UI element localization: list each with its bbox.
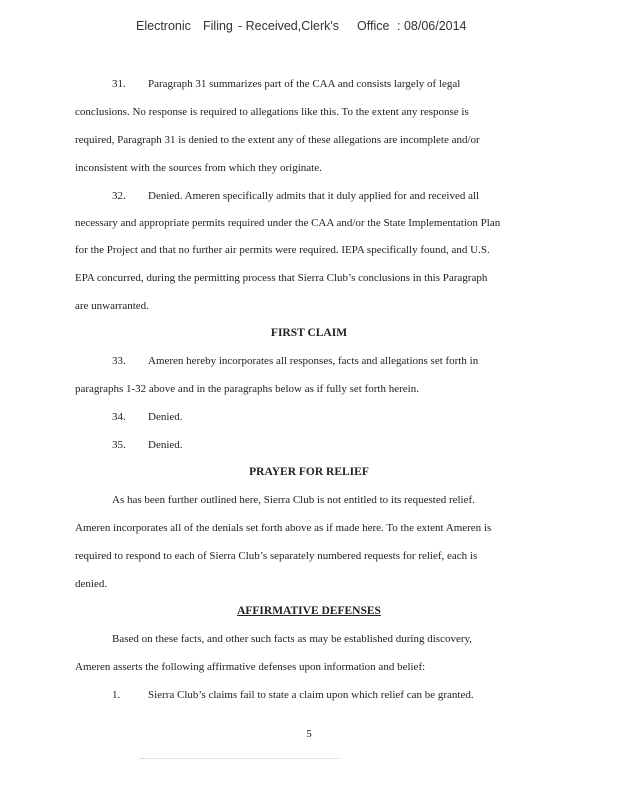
header-word-electronic: Electronic <box>136 19 191 33</box>
prayer-for-relief-heading: PRAYER FOR RELIEF <box>249 466 369 478</box>
header-word-office: Office <box>357 19 390 33</box>
paragraph-number-35: 35. <box>112 439 126 451</box>
paragraph-33-line-2: paragraphs 1-32 above and in the paragraphs below as if fully set forth herein. <box>75 383 419 395</box>
header-word-filing: Filing <box>203 19 233 33</box>
paragraph-32-line-2: necessary and appropriate permits required under the CAA and/or the State Implementation Plan <box>75 217 501 229</box>
first-claim-heading: FIRST CLAIM <box>270 327 348 339</box>
affirmative-line-2: Ameren asserts the following affirmative defenses upon information and belief: <box>75 661 426 673</box>
prayer-line-2: Ameren incorporates all of the denials set forth above as if made here. To the extent Ameren is <box>75 522 492 534</box>
affirmative-line-1: Based on these facts, and other such facts as may be established during discovery, <box>112 633 473 645</box>
defense-number-1: 1. <box>112 689 121 701</box>
paragraph-31-line-1: Paragraph 31 summarizes part of the CAA and consists largely of legal <box>148 78 461 90</box>
header-date: : 08/06/2014 <box>397 19 467 33</box>
paragraph-31-line-2: conclusions. No response is required to allegations like this. To the extent any response is <box>75 106 469 118</box>
paragraph-32-line-5: are unwarranted. <box>75 300 149 312</box>
prayer-line-4: denied. <box>75 578 108 590</box>
header-word-received: - Received,Clerk's <box>238 19 340 33</box>
paragraph-number-34: 34. <box>112 411 126 423</box>
affirmative-defenses-heading: AFFIRMATIVE DEFENSES <box>237 605 381 617</box>
defense-1-text: Sierra Club’s claims fail to state a claim upon which relief can be granted. <box>148 689 474 701</box>
paragraph-32-line-4: EPA concurred, during the permitting process that Sierra Club’s conclusions in this Paragraph <box>75 272 488 284</box>
prayer-line-3: required to respond to each of Sierra Club’s separately numbered requests for relief, each is <box>75 550 478 562</box>
paragraph-32-line-1: Denied. Ameren specifically admits that it duly applied for and received all <box>148 190 480 202</box>
paragraph-34-text: Denied. <box>148 411 183 423</box>
paragraph-35-text: Denied. <box>148 439 183 451</box>
footer-faint-text <box>140 758 340 762</box>
paragraph-31-line-4: inconsistent with the sources from which they originate. <box>75 162 322 174</box>
paragraph-33-line-1: Ameren hereby incorporates all responses, facts and allegations set forth in <box>148 355 479 367</box>
page-number: 5 <box>306 728 312 740</box>
paragraph-32-line-3: for the Project and that no further air permits were required. IEPA specifically found, and U.S. <box>75 244 490 256</box>
paragraph-31-line-3: required, Paragraph 31 is denied to the extent any of these allegations are incomplete and/or <box>75 134 480 146</box>
paragraph-number-32: 32. <box>112 190 126 202</box>
prayer-line-1: As has been further outlined here, Sierra Club is not entitled to its requested relief. <box>112 494 475 506</box>
paragraph-number-33: 33. <box>112 355 126 367</box>
paragraph-number-31: 31. <box>112 78 126 90</box>
